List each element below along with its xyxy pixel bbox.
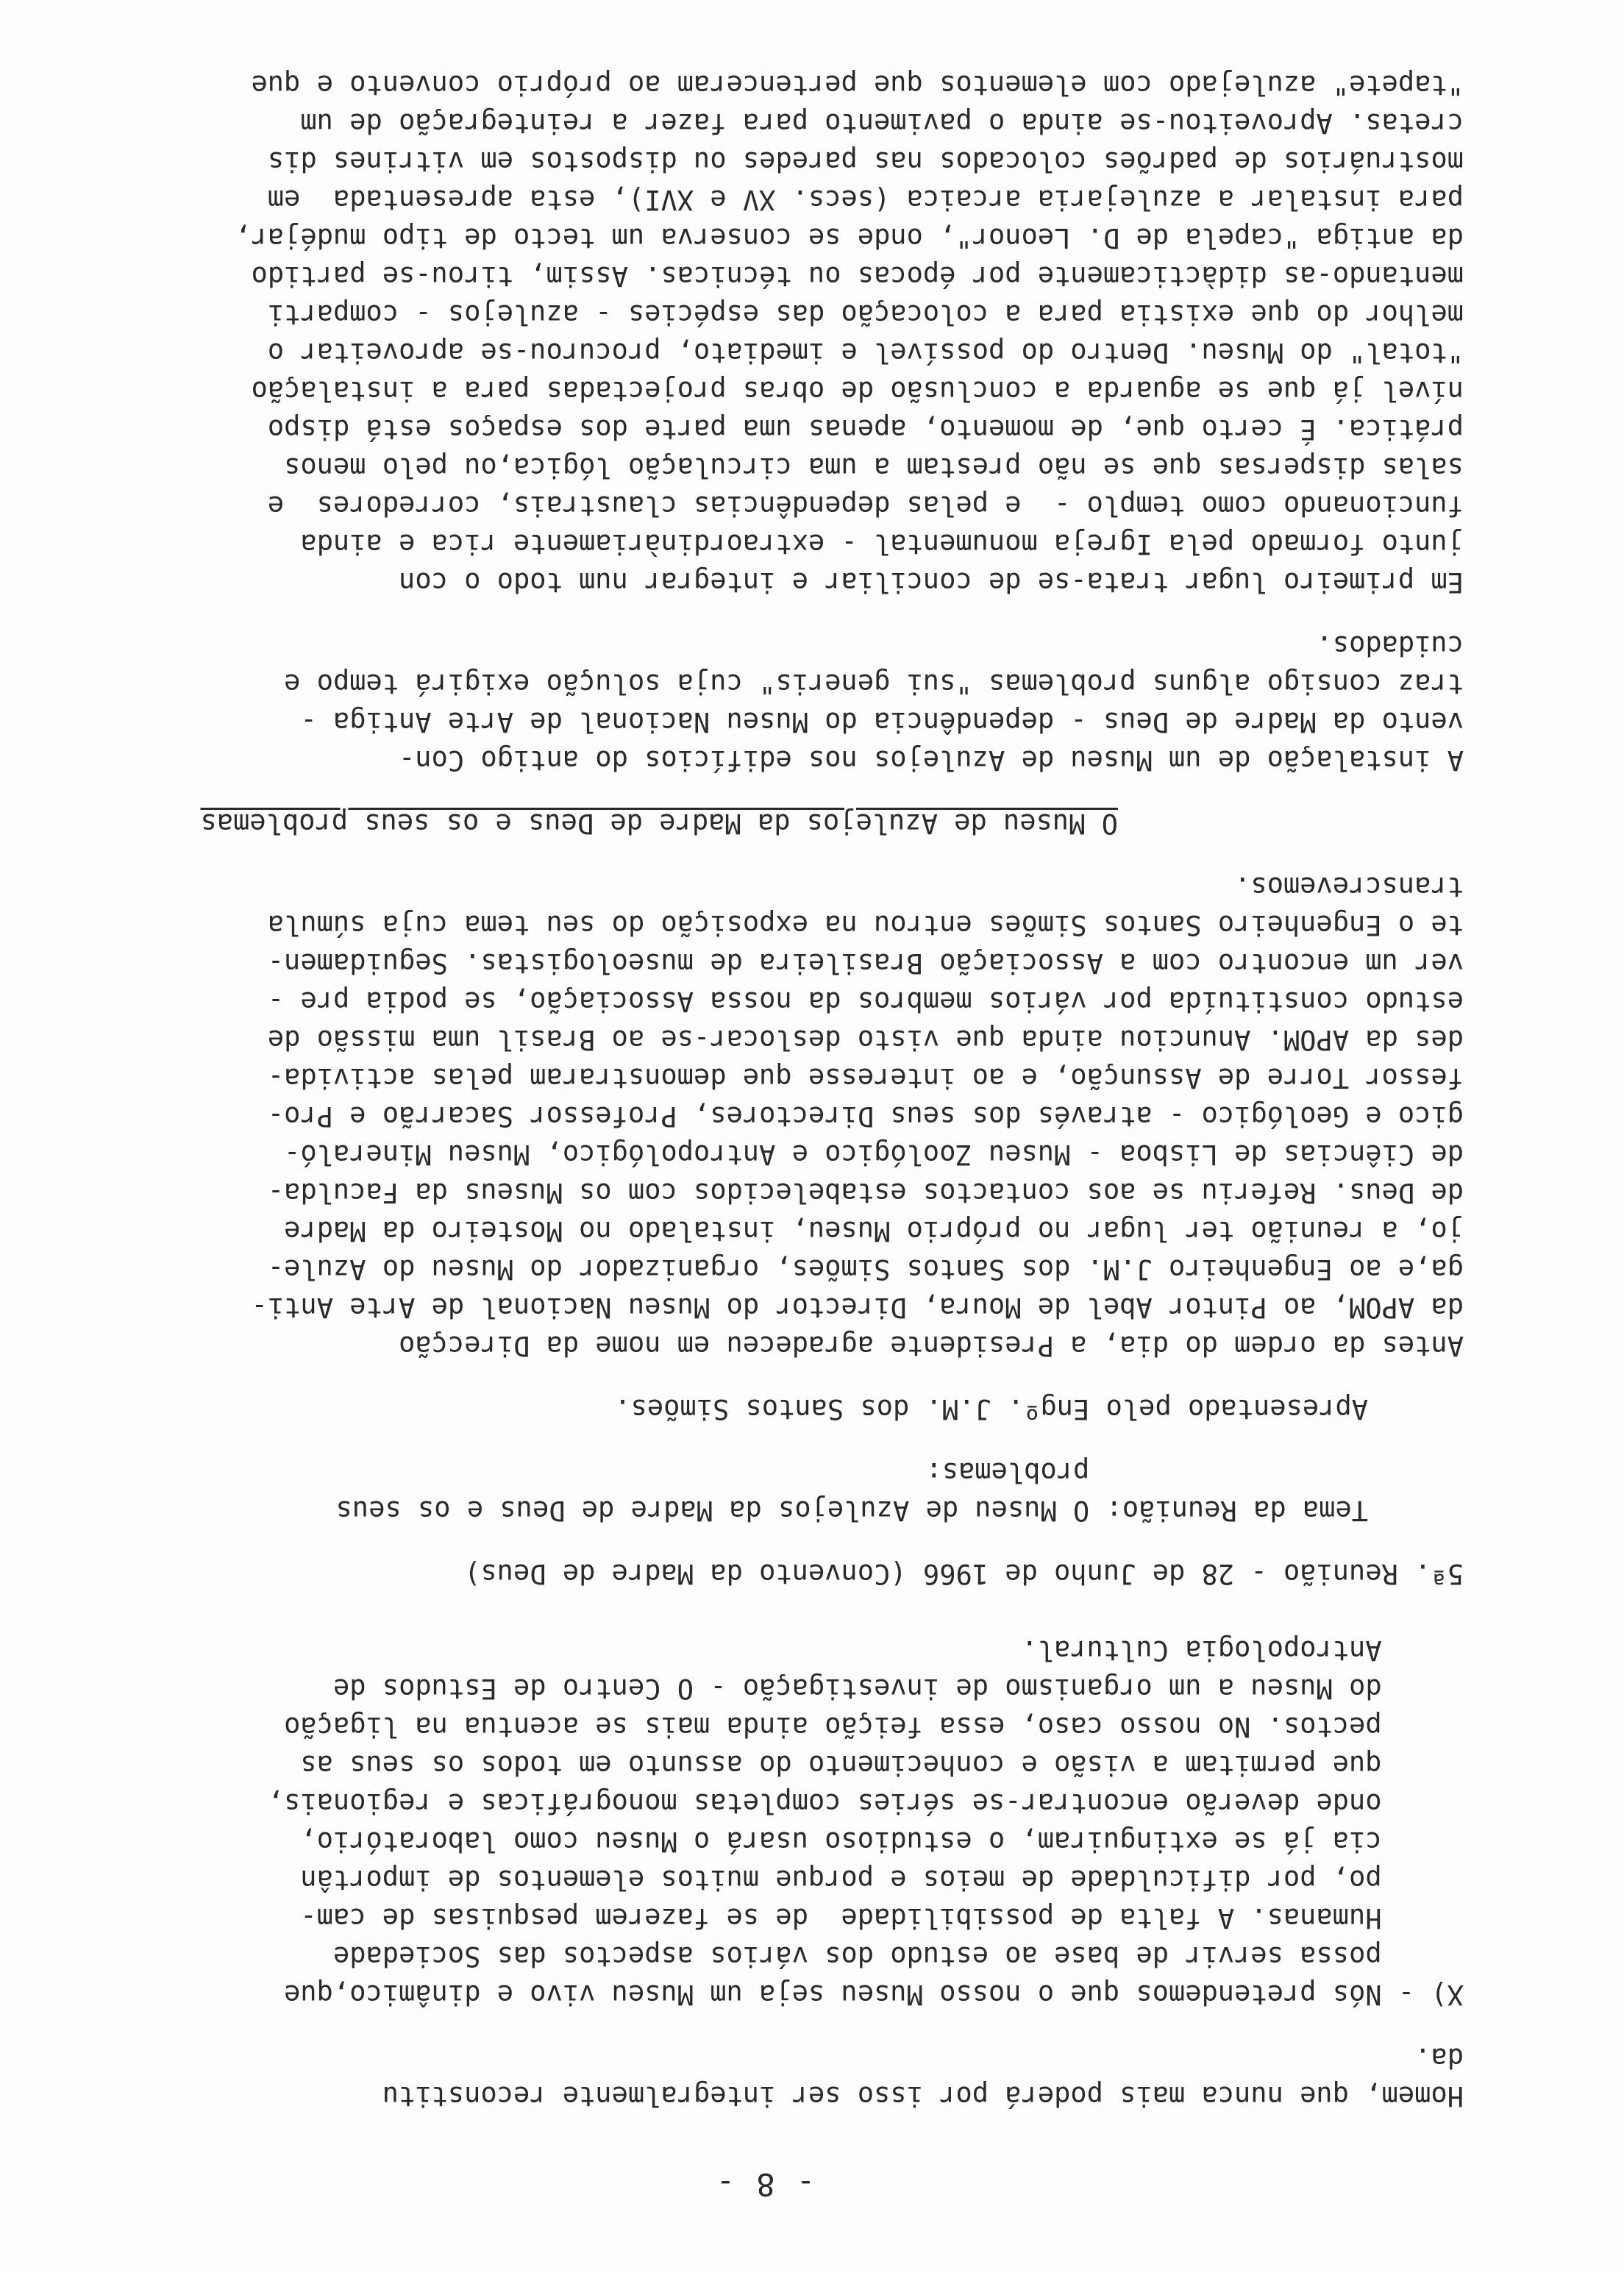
paragraph-first-place: Em primeiro lugar trata-se de conciliar e integrar num todo o con junto formado pela Igreja monumental - extraordinàriamente rica e ainda funcionando como templo - e pelas dependências claustrais, corredores e salas dispersas que se não prestam a uma circulação lógica,ou pelo menos prática. É certo que, de momento, apenas uma parte dos espaços está dispo nível já que se aguarda a conclusão de obras projectadas para a instalação "total" do Museu. Dentro do possível e imediato, procurou-se aproveitar o melhor do que existia para a colocação das espécies - azulejos - comparti mentando-as didàcticamente por épocas ou técnicas. Assim, tirou-se partido da antiga "capela de D. Leonor", onde se conserva um tecto de tipo mudéjar, para instalar a azulejaria arcaica (secs. XV e XVI), esta apresentada em mostruários de padrões colocados nas paredes ou dispostos em vitrines dis cretas. Aproveitou-se ainda o pavimento para fazer a reintegração de um "tapete" azulejado com elementos que pertenceram ao próprio convento e que: [235, 69, 1464, 598]
presented-by: Apresentado pelo Engº. J.M. dos Santos Simões.: [614, 1393, 1368, 1425]
page-number: - 8 -: [714, 2166, 816, 2202]
section-title-wrapper: [66, 804, 1464, 842]
section-title: O Museu de Azulejos da Madre de Deus e os seus problemas: [200, 808, 1118, 839]
paragraph-item-x: X) - Nós pretendemos que o nosso Museu seja um Museu vivo e dinâmico,que possa servir de base ao estudo dos vários aspectos das Sociedade Humanas. A falta de possibilidade de se fazerem pesquisas de cam- po, por dificuldade de meios e porque muitos elementos de importân cia já se extinguiram, o estudioso usará o Museu como laboratório, onde deverão encontrar-se séries completas monográficas e regionais, que permitam a visão e conhecimento do assunto em todos os seus as pectos. No nosso caso, essa feição ainda mais se acentua na ligação do Museu a um organismo de investigação - O Centro de Estudos de Antropologia Cultural.: [267, 1635, 1464, 2010]
meeting-heading: 5ª. Reunião - 28 de Junho de 1966 (Convento da Madre de Deus): [464, 1558, 1464, 1590]
meeting-theme: Tema da Reunião: O Museu de Azulejos da Madre de Deus e os seus problemas:: [335, 1456, 1368, 1526]
page-content: [66, 65, 1464, 2202]
paragraph-opening-remarks: Antes da ordem do dia, a Presidente agradeceu em nome da Direcção da APOM, ao Pintor Abel de Moura, Director do Museu Nacional de Arte Anti- ga,e ao Engenheiro J.M. dos Santos Simões, organizador do Museu do Azule- jo, a reunião ter lugar no próprio Museu, instalado no Mosteiro da Madre de Deus. Referiu se aos contactos estabelecidos com os Museus da Faculda- de Ciências de Lisboa - Museu Zoológico e Antropológico, Museu Mineraló- gico e Geológico - através dos seus Directores, Professor Sacarrão e Pro- fessor Torre de Assunção, e ao interesse que demonstraram pelas activida- des da APOM. Anunciou ainda que visto deslocar-se ao Brasil uma missão de estudo constituída por vários membros da nossa Associação, se podia pre - ver um encontro com a Associação Brasileira de museologistas. Seguidamen- te o Engenheiro Santos Simões entrou na exposição do seu tema cuja súmula transcrevemos.: [251, 871, 1464, 1362]
paragraph-continuation: Homem, que nunca mais poderá por isso ser integralmente reconstitu da.: [382, 2042, 1464, 2112]
paragraph-installation: A instalação de um Museu de Azulejos nos edifícios do antigo Con- vento da Madre de Deus - dependência do Museu Nacional de Arte Antiga - traz consigo alguns problemas "sui generis" cuja solução exigirá tempo e cuidados.: [284, 630, 1464, 776]
